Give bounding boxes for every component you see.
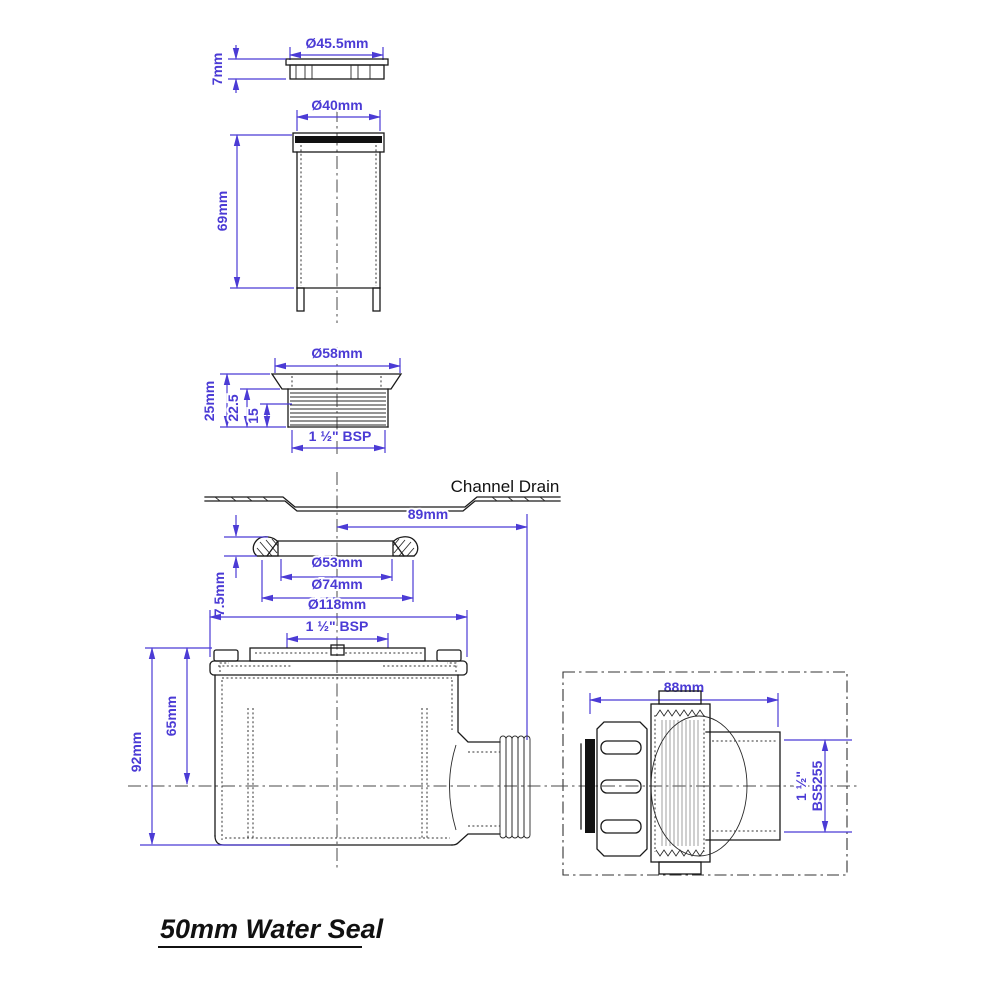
seal-outer-diameter-label: Ø74mm — [311, 576, 363, 592]
grate-height-label: 7mm — [209, 52, 225, 86]
water-seal-note — [158, 914, 384, 947]
channel-drain-plate — [205, 477, 560, 740]
riser-tube — [214, 97, 384, 311]
grate-diameter-label: Ø45.5mm — [305, 35, 369, 51]
seal-inner-diameter-label: Ø53mm — [311, 554, 363, 570]
grate-profile — [209, 35, 388, 93]
tube-diameter-label: Ø40mm — [311, 97, 363, 113]
nut-thread-spec-label: 1 ½" BSP — [308, 428, 372, 444]
nut-diameter-label: Ø58mm — [311, 345, 363, 361]
body-inner-height-label: 65mm — [163, 695, 179, 737]
union-pipe-size-label: 1 ½" — [793, 771, 809, 801]
channel-drain-label: Channel Drain — [450, 477, 560, 496]
seal-height-label: 7.5mm — [211, 571, 227, 617]
union-detail-box — [555, 672, 858, 875]
nut-thread-height-label: 15 — [245, 408, 261, 424]
body-thread-spec-label: 1 ½" BSP — [305, 618, 369, 634]
tube-height-label: 69mm — [214, 190, 230, 232]
tank-nut — [201, 345, 401, 453]
nut-mid-height-label: 22.5 — [225, 394, 241, 422]
outlet-offset-label: 89mm — [407, 506, 449, 522]
body-height-label: 92mm — [128, 731, 144, 773]
union-pipe-end — [585, 739, 595, 833]
union-length-label: 88mm — [663, 679, 705, 695]
body-diameter-label: Ø118mm — [307, 596, 367, 612]
union-fitting — [581, 691, 780, 874]
union-standard-label: BS5255 — [809, 760, 825, 812]
nut-height-label: 25mm — [201, 380, 217, 422]
tube-seal-band — [295, 136, 382, 143]
trap-body — [128, 596, 530, 845]
water-seal-note-text: 50mm Water Seal — [160, 914, 384, 944]
